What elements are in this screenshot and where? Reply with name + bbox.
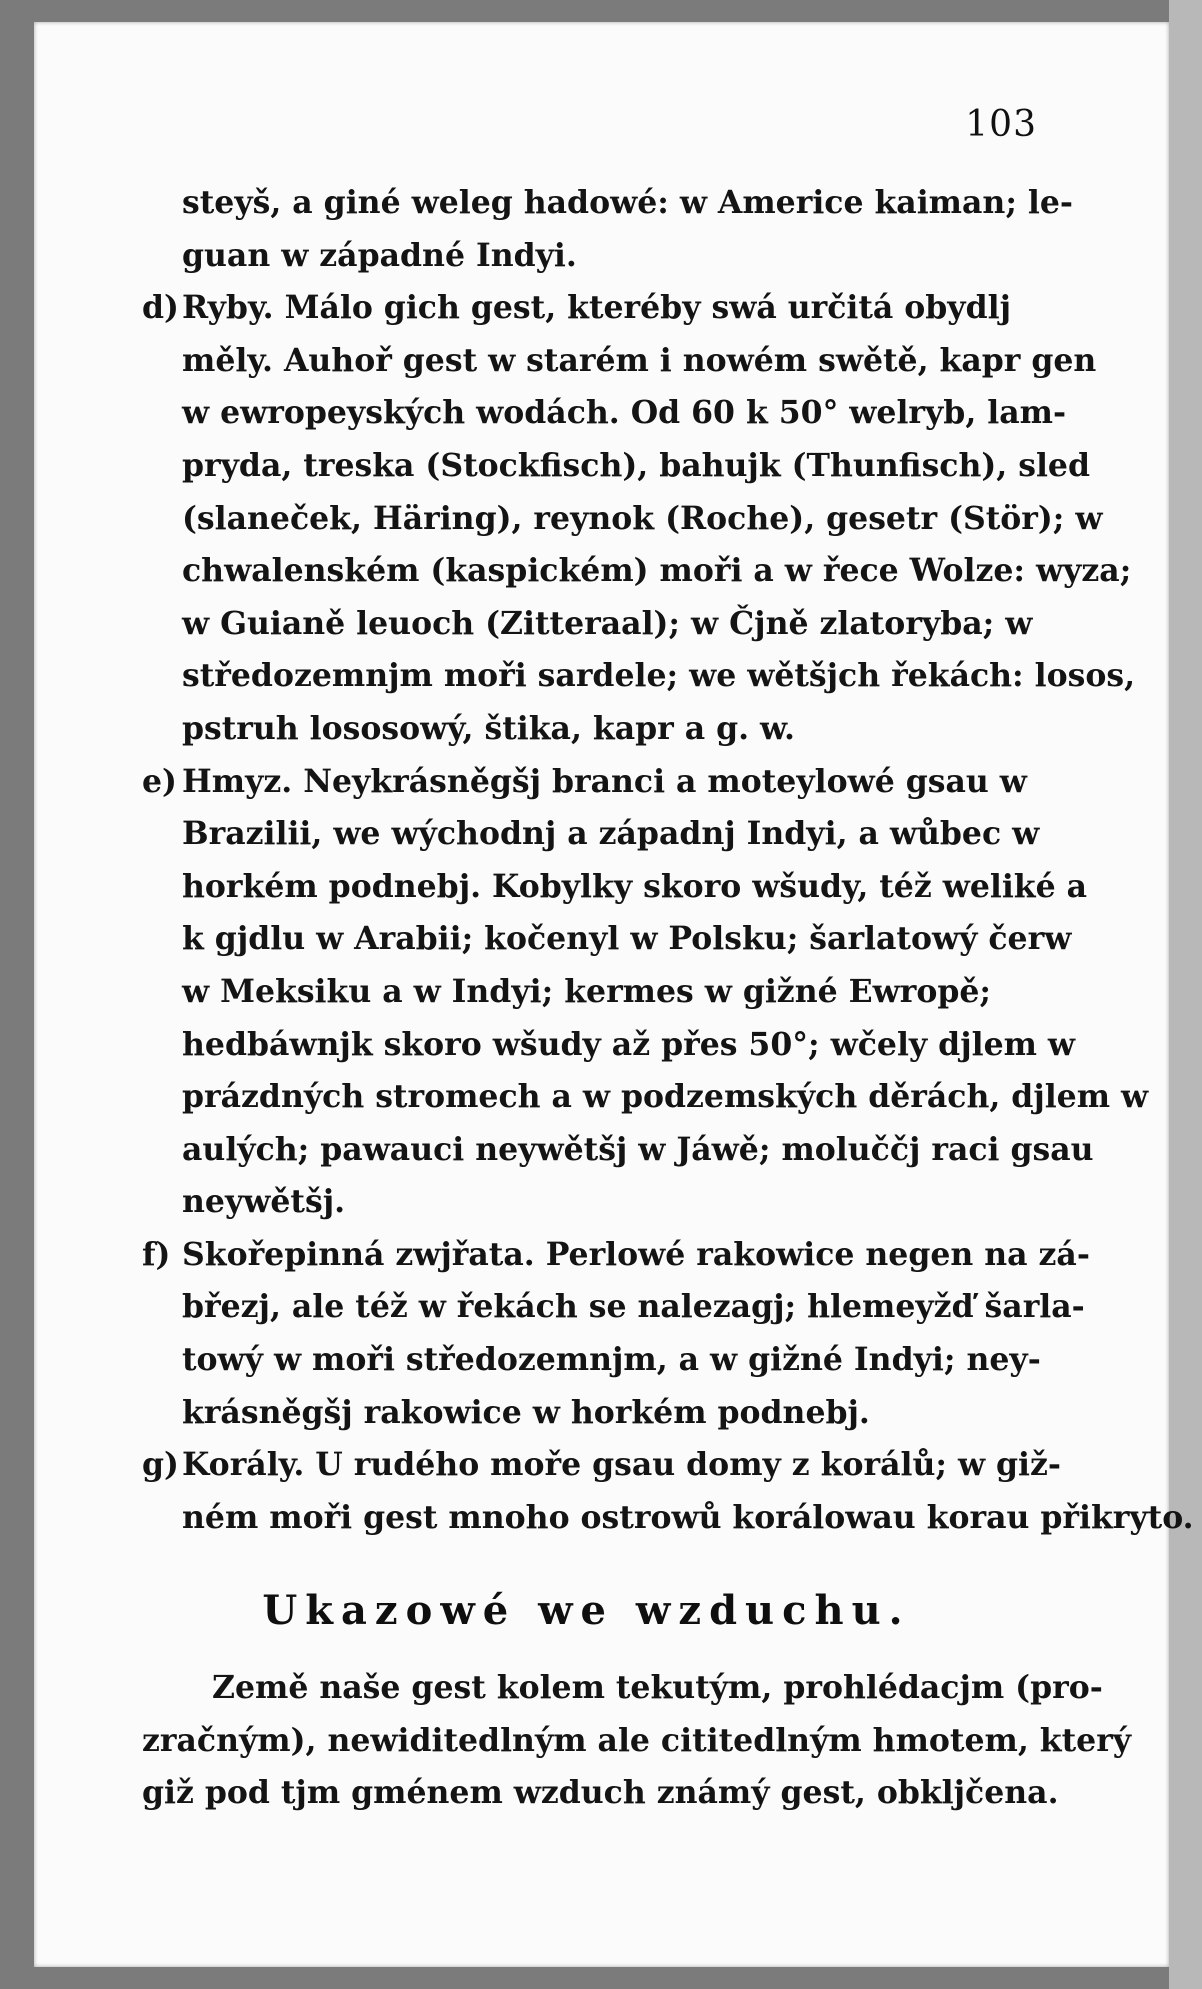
text-line <box>142 1071 1149 1124</box>
line-text: ném moři gest mnoho ostrowů korálowau korau přikryto. <box>182 1498 1194 1536</box>
line-text: březj, ale též w řekách se nalezagj; hlemeyžď šarla- <box>182 1288 1085 1326</box>
line-text: hedbáwnjk skoro wšudy až přes 50°; wčely djlem w <box>182 1025 1076 1063</box>
text-line <box>142 493 1112 546</box>
line-text: středozemnjm moři sardele; we wětšjch řekách: losos, <box>182 657 1136 695</box>
line-text: krásněgšj rakowice w horkém podnebj. <box>182 1393 870 1431</box>
text-line <box>142 703 1112 756</box>
text-line <box>142 230 1112 283</box>
line-text: aulých; pawauci neywětšj w Jáwě; moluččj raci gsau <box>182 1130 1094 1168</box>
text-line <box>142 335 1112 388</box>
section-heading: Ukazowé we wzduchu. <box>262 1587 911 1634</box>
text-line <box>142 387 1112 440</box>
line-text: towý w moři středozemnjm, a w gižné Indyi; ney- <box>182 1341 1041 1379</box>
text-line <box>142 650 1136 703</box>
line-text: pryda, treska (Stockfisch), bahujk (Thunfisch), sled <box>182 446 1090 484</box>
text-line <box>142 177 1112 230</box>
text-line <box>142 282 1112 335</box>
text-line <box>142 598 1112 651</box>
text-line <box>142 1019 1112 1072</box>
line-text: w Guianě leuoch (Zitteraal); w Čjně zlatoryba; w <box>182 604 1033 642</box>
line-text: neywětšj. <box>182 1183 346 1221</box>
line-text: w Meksiku a w Indyi; kermes w gižné Ewropě; <box>182 972 992 1010</box>
text-line <box>142 756 1112 809</box>
text-line <box>142 808 1112 861</box>
text-line <box>142 913 1112 966</box>
entry-label: f) <box>142 1235 171 1273</box>
line-text: Skořepinná zwjřata. Perlowé rakowice negen na zá- <box>182 1235 1090 1273</box>
line-text: Brazilii, we wýchodnj a západnj Indyi, a wůbec w <box>182 815 1040 853</box>
paragraph-line: Země naše gest kolem tekutým, prohlédacjm (pro- <box>212 1669 1103 1706</box>
line-text: (slaneček, Häring), reynok (Roche), gesetr (Stör); w <box>182 499 1103 537</box>
text-line <box>142 1387 1112 1440</box>
entry-label: g) <box>142 1446 179 1484</box>
text-line <box>142 966 1112 1019</box>
text-line <box>142 861 1112 914</box>
text-line <box>142 440 1112 493</box>
line-text: Ryby. Málo gich gest, kteréby swá určitá obydlj <box>182 289 1011 327</box>
text-line <box>142 1281 1112 1334</box>
line-text: měly. Auhoř gest w starém i nowém swětě, kapr gen <box>182 341 1097 379</box>
line-text: Hmyz. Neykrásněgšj branci a moteylowé gsau w <box>182 762 1027 800</box>
text-line <box>142 1124 1112 1177</box>
line-text: chwalenském (kaspickém) moři a w řece Wolze: wyza; <box>182 552 1132 590</box>
line-text: guan w západné Indyi. <box>182 236 577 274</box>
text-line <box>142 1176 1112 1229</box>
book-page <box>34 22 1194 1967</box>
line-text: prázdných stromech a w podzemských děrách, djlem w <box>182 1078 1149 1116</box>
entry-label: d) <box>142 289 179 327</box>
line-text: w ewropeyských wodách. Od 60 k 50° welryb, lam- <box>182 394 1067 432</box>
body-text <box>142 177 1194 1544</box>
paragraph-line: giž pod tjm gménem wzduch známý gest, obkljčena. <box>142 1774 1059 1812</box>
text-line <box>142 1334 1112 1387</box>
line-text: pstruh lososowý, štika, kapr a g. w. <box>182 709 795 747</box>
section-paragraph <box>142 1662 1132 1820</box>
line-text: steyš, a giné weleg hadowé: w Americe kaiman; le- <box>182 184 1073 221</box>
line-text: k gjdlu w Arabii; kočenyl w Polsku; šarlatowý čerw <box>182 920 1072 958</box>
line-text: horkém podnebj. Kobylky skoro wšudy, též weliké a <box>182 867 1088 905</box>
page-edge <box>1169 0 1202 1989</box>
text-line <box>142 545 1132 598</box>
text-line <box>142 1439 1112 1492</box>
line-text: Korály. U rudého moře gsau domy z korálů; w giž- <box>182 1446 1061 1484</box>
text-line <box>142 1229 1112 1282</box>
paragraph-line: zračným), newiditedlným ale cititedlným hmotem, který <box>142 1721 1132 1759</box>
page-number: 103 <box>965 104 1037 145</box>
text-line <box>142 1492 1194 1545</box>
entry-label: e) <box>142 762 177 800</box>
